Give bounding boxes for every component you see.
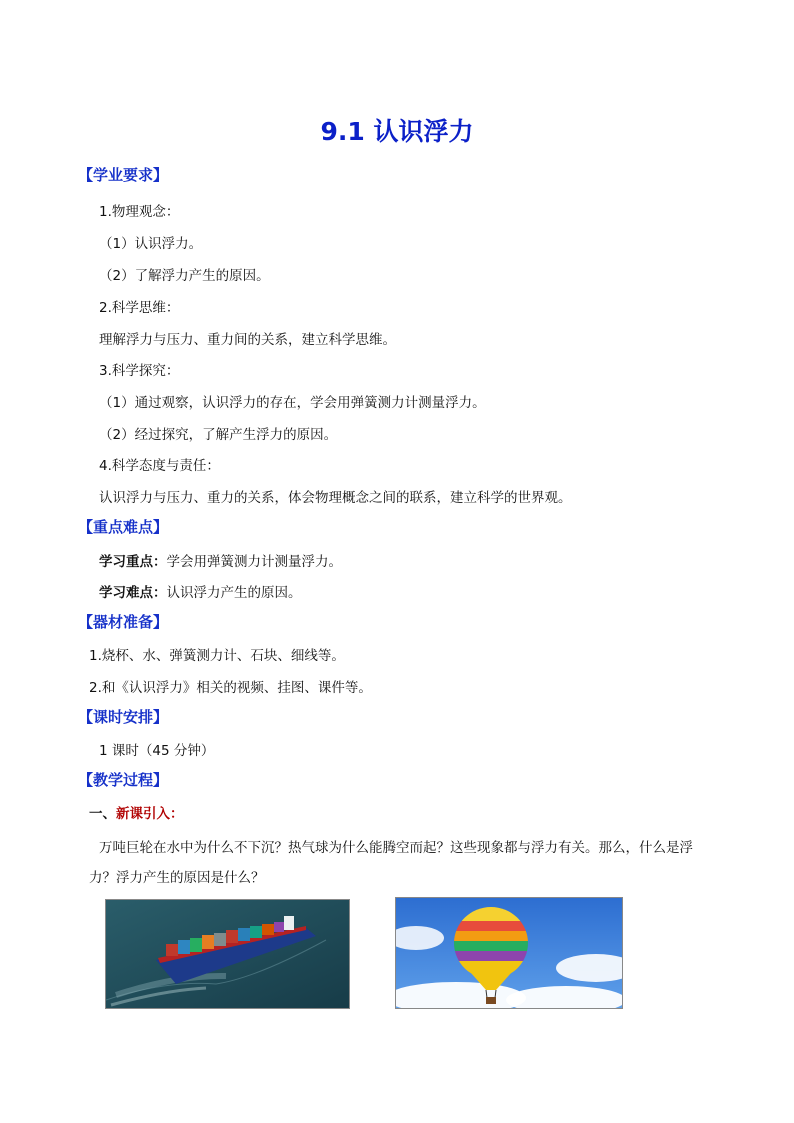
req-line-7: （1）通过观察，认识浮力的存在，学会用弹簧测力计测量浮力。 [99,395,486,411]
process-step-1 [89,802,184,822]
req-line-10: 认识浮力与压力、重力的关系，体会物理概念之间的联系，建立科学的世界观。 [99,490,572,506]
key-difficulty-label: 学习难点： [99,585,167,601]
req-line-3: （2）了解浮力产生的原因。 [99,268,270,284]
hot-air-balloon-photo [395,897,623,1009]
section-heading-schedule: 【课时安排】 [78,708,169,726]
key-focus-text: 学会用弹簧测力计测量浮力。 [166,554,342,570]
equipment-line-1: 1.烧杯、水、弹簧测力计、石块、细线等。 [89,648,345,664]
process-step-label: 新课引入： [116,806,184,822]
req-line-6: 3.科学探究： [99,363,180,379]
section-heading-key-points: 【重点难点】 [78,518,169,536]
req-line-2: （1）认识浮力。 [99,236,203,252]
req-line-4: 2.科学思维： [99,300,180,316]
key-focus-line [99,550,342,570]
req-line-1: 1.物理观念： [99,204,180,220]
req-line-9: 4.科学态度与责任： [99,458,220,474]
process-paragraph-line-1: 万吨巨轮在水中为什么不下沉？热气球为什么能腾空而起？这些现象都与浮力有关。那么，什么是浮 [99,840,693,856]
process-paragraph-line-2: 力？浮力产生的原因是什么？ [89,870,265,886]
key-focus-label: 学习重点： [99,554,167,570]
req-line-5: 理解浮力与压力、重力间的关系，建立科学思维。 [99,332,396,348]
schedule-line: 1 课时（45 分钟） [99,743,215,759]
page-title: 9.1 认识浮力 [320,117,474,146]
key-difficulty-line [99,581,302,601]
container-ship-photo [105,899,350,1009]
req-line-8: （2）经过探究，了解产生浮力的原因。 [99,427,338,443]
section-heading-requirements: 【学业要求】 [78,166,169,184]
section-heading-equipment: 【器材准备】 [78,613,169,631]
key-difficulty-text: 认识浮力产生的原因。 [166,585,302,601]
equipment-line-2: 2.和《认识浮力》相关的视频、挂图、课件等。 [89,680,372,696]
process-step-prefix: 一、 [89,806,116,822]
section-heading-process: 【教学过程】 [78,771,169,789]
